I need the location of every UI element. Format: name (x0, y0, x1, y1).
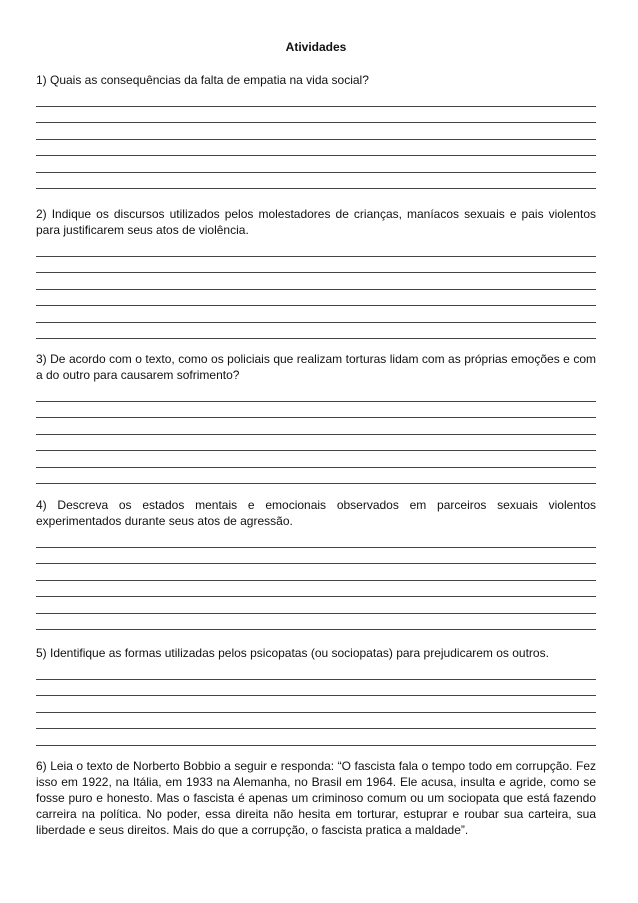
question-3 (36, 351, 596, 484)
answer-line (36, 156, 596, 173)
question-5 (36, 645, 596, 746)
answer-line (36, 323, 596, 340)
answer-line (36, 435, 596, 452)
answer-line (36, 680, 596, 697)
answer-line (36, 713, 596, 730)
question-5-text: 5) Identifique as formas utilizadas pelos psicopatas (ou sociopatas) para prejudicarem os outros. (36, 646, 549, 660)
answer-line (36, 468, 596, 485)
answer-line (36, 663, 596, 680)
answer-line (36, 729, 596, 746)
answer-line (36, 614, 596, 631)
answer-line (36, 240, 596, 257)
question-4 (36, 497, 596, 630)
answer-line (36, 123, 596, 140)
question-6 (36, 758, 596, 838)
answer-line (36, 273, 596, 290)
answer-lines (36, 385, 596, 484)
answer-lines (36, 531, 596, 630)
answer-line (36, 564, 596, 581)
answer-line (36, 257, 596, 274)
answer-line (36, 173, 596, 190)
question-4-text: 4) Descreva os estados mentais e emocionais observados em parceiros sexuais violentos experimentados durante seus atos de agressão. (36, 498, 596, 528)
answer-line (36, 90, 596, 107)
answer-lines (36, 240, 596, 339)
answer-line (36, 581, 596, 598)
answer-lines (36, 90, 596, 189)
answer-line (36, 531, 596, 548)
answer-line (36, 402, 596, 419)
page-title: Atividades (285, 40, 347, 54)
answer-line (36, 418, 596, 435)
answer-line (36, 696, 596, 713)
question-6-text: 6) Leia o texto de Norberto Bobbio a seguir e responda: “O fascista fala o tempo todo em corrupção. Fez isso em 1922, na Itália, em 1933 na Alemanha, no Brasil em 1964. Ele acusa, insulta e agride, como se fosse puro e honesto. Mas o fascista é apenas um criminoso comum ou um sociopata que está fazendo carreira na política. No poder, essa direita não hesita em torturar, estuprar e roubar sua carteira, sua liberdade e seus direitos. Mais do que a corrupção, o fascista pratica a maldade”. (36, 759, 596, 837)
question-3-text: 3) De acordo com o texto, como os policiais que realizam torturas lidam com as próprias emoções e com a do outro para causarem sofrimento? (36, 352, 596, 382)
question-2-text: 2) Indique os discursos utilizados pelos molestadores de crianças, maníacos sexuais e pais violentos para justificarem seus atos de violência. (36, 207, 596, 237)
question-1-text: 1) Quais as consequências da falta de empatia na vida social? (36, 73, 369, 87)
answer-line (36, 597, 596, 614)
answer-line (36, 548, 596, 565)
answer-line (36, 306, 596, 323)
question-2 (36, 206, 596, 339)
answer-line (36, 451, 596, 468)
answer-line (36, 140, 596, 157)
answer-line (36, 107, 596, 124)
answer-line (36, 385, 596, 402)
question-1 (36, 72, 596, 189)
answer-line (36, 290, 596, 307)
answer-lines (36, 663, 596, 746)
